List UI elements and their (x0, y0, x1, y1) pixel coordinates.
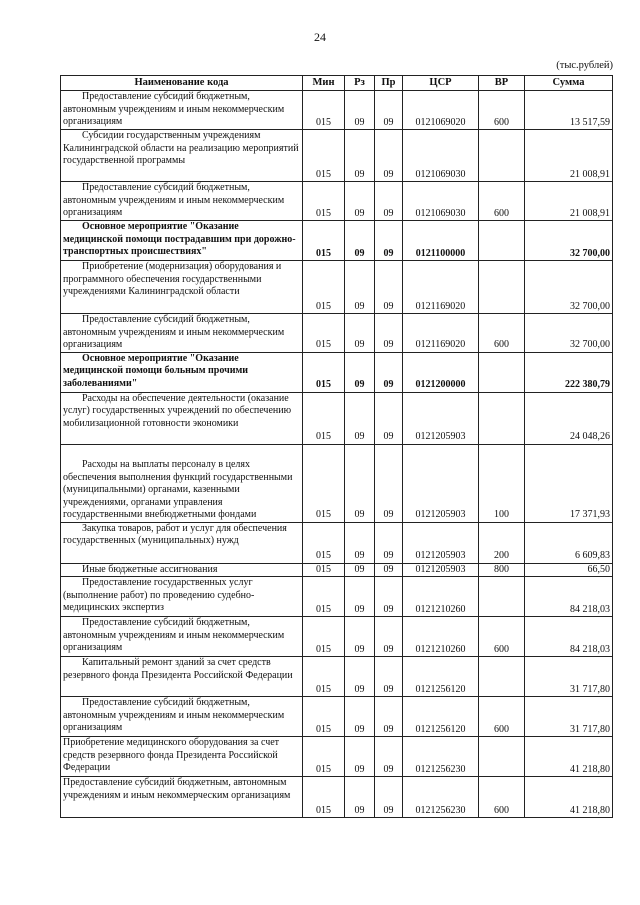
row-sum: 24 048,26 (525, 392, 613, 444)
table-row (61, 777, 613, 818)
row-rz: 09 (345, 91, 375, 130)
row-sum: 41 218,80 (525, 737, 613, 777)
row-min: 015 (303, 577, 345, 617)
row-pr: 09 (375, 130, 403, 182)
row-min: 015 (303, 777, 345, 818)
row-min: 015 (303, 91, 345, 130)
row-vr (479, 352, 525, 392)
row-name: Предоставление субсидий бюджетным, автономным учреждениям и иным некоммерческим организациям (61, 182, 303, 221)
row-vr (479, 130, 525, 182)
row-min: 015 (303, 261, 345, 314)
row-pr: 09 (375, 522, 403, 563)
row-rz: 09 (345, 182, 375, 221)
row-csr: 0121256120 (403, 657, 479, 697)
table-row (61, 130, 613, 182)
row-vr: 600 (479, 777, 525, 818)
row-min: 015 (303, 657, 345, 697)
row-pr: 09 (375, 221, 403, 261)
row-name: Предоставление субсидий бюджетным, автономным учреждениям и иным некоммерческим организациям (61, 617, 303, 657)
row-pr: 09 (375, 261, 403, 314)
row-min: 015 (303, 697, 345, 737)
row-name: Капитальный ремонт зданий за счет средств резервного фонда Президента Российской Федерации (61, 657, 303, 697)
row-csr: 0121205903 (403, 392, 479, 444)
row-name: Приобретение (модернизация) оборудования и программного обеспечения государственными учреждениями Калининградской области (61, 261, 303, 314)
row-min: 015 (303, 182, 345, 221)
row-vr (479, 392, 525, 444)
row-pr: 09 (375, 697, 403, 737)
table-row (61, 577, 613, 617)
row-vr: 600 (479, 697, 525, 737)
row-sum: 32 700,00 (525, 314, 613, 353)
row-min: 015 (303, 392, 345, 444)
row-sum: 31 717,80 (525, 697, 613, 737)
row-pr: 09 (375, 314, 403, 353)
row-name: Расходы на обеспечение деятельности (оказание услуг) государственных учреждений по обеспечению мобилизационной готовности экономики (61, 392, 303, 444)
row-vr: 600 (479, 314, 525, 353)
row-min: 015 (303, 617, 345, 657)
row-name: Предоставление субсидий бюджетным, автономным учреждениям и иным некоммерческим организациям (61, 697, 303, 737)
row-pr: 09 (375, 777, 403, 818)
row-sum: 17 371,93 (525, 444, 613, 522)
row-rz: 09 (345, 657, 375, 697)
table-row (61, 444, 613, 522)
row-name: Предоставление государственных услуг (выполнение работ) по проведению судебно-медицинских экспертиз (61, 577, 303, 617)
row-vr: 600 (479, 617, 525, 657)
row-pr: 09 (375, 392, 403, 444)
row-sum: 21 008,91 (525, 130, 613, 182)
row-csr: 0121069020 (403, 91, 479, 130)
row-sum: 66,50 (525, 563, 613, 577)
row-pr: 09 (375, 91, 403, 130)
table-row-main-activity (61, 352, 613, 392)
row-sum: 21 008,91 (525, 182, 613, 221)
row-name: Предоставление субсидий бюджетным, автономным учреждениям и иным некоммерческим организациям (61, 314, 303, 353)
row-vr (479, 577, 525, 617)
row-rz: 09 (345, 392, 375, 444)
row-rz: 09 (345, 130, 375, 182)
row-rz: 09 (345, 522, 375, 563)
row-csr: 0121169020 (403, 261, 479, 314)
row-csr: 0121210260 (403, 617, 479, 657)
row-rz: 09 (345, 221, 375, 261)
row-pr: 09 (375, 182, 403, 221)
table-row (61, 261, 613, 314)
row-name: Субсидии государственным учреждениям Калининградской области на реализацию мероприятий государственной программы (61, 130, 303, 182)
row-pr: 09 (375, 444, 403, 522)
table-row (61, 314, 613, 353)
table-row (61, 563, 613, 577)
table-row (61, 697, 613, 737)
row-sum: 6 609,83 (525, 522, 613, 563)
row-pr: 09 (375, 577, 403, 617)
table-header-row (61, 76, 613, 91)
row-csr: 0121069030 (403, 182, 479, 221)
row-rz: 09 (345, 314, 375, 353)
row-sum: 222 380,79 (525, 352, 613, 392)
row-min: 015 (303, 221, 345, 261)
row-csr: 0121256230 (403, 777, 479, 818)
row-csr: 0121210260 (403, 577, 479, 617)
row-sum: 31 717,80 (525, 657, 613, 697)
table-row (61, 182, 613, 221)
row-sum: 13 517,59 (525, 91, 613, 130)
row-pr: 09 (375, 657, 403, 697)
row-csr: 0121100000 (403, 221, 479, 261)
row-min: 015 (303, 522, 345, 563)
row-name: Основное мероприятие "Оказание медицинской помощи больным прочими заболеваниями" (61, 352, 303, 392)
table-row (61, 617, 613, 657)
row-min: 015 (303, 130, 345, 182)
row-vr: 200 (479, 522, 525, 563)
row-min: 015 (303, 352, 345, 392)
row-rz: 09 (345, 697, 375, 737)
header-pr: Пр (375, 76, 403, 91)
row-vr (479, 261, 525, 314)
row-pr: 09 (375, 737, 403, 777)
row-sum: 32 700,00 (525, 261, 613, 314)
row-rz: 09 (345, 777, 375, 818)
row-csr: 0121256230 (403, 737, 479, 777)
row-vr (479, 657, 525, 697)
header-vr: ВР (479, 76, 525, 91)
row-min: 015 (303, 737, 345, 777)
header-min: Мин (303, 76, 345, 91)
row-name: Расходы на выплаты персоналу в целях обеспечения выполнения функций государственными (муниципальными) органами, казенными учреждениями, органами управления государственными внебюджетными фондами (61, 444, 303, 522)
row-csr: 0121169020 (403, 314, 479, 353)
row-vr (479, 737, 525, 777)
row-pr: 09 (375, 352, 403, 392)
row-name: Приобретение медицинского оборудования за счет средств резервного фонда Президента Российской Федерации (61, 737, 303, 777)
row-sum: 32 700,00 (525, 221, 613, 261)
table-row (61, 522, 613, 563)
row-name: Закупка товаров, работ и услуг для обеспечения государственных (муниципальных) нужд (61, 522, 303, 563)
row-vr: 600 (479, 182, 525, 221)
row-vr (479, 221, 525, 261)
units-label: (тыс.рублей) (556, 60, 613, 71)
header-sum: Сумма (525, 76, 613, 91)
row-rz: 09 (345, 352, 375, 392)
row-sum: 84 218,03 (525, 617, 613, 657)
row-name: Основное мероприятие "Оказание медицинской помощи пострадавшим при дорожно-транспортных происшествиях" (61, 221, 303, 261)
row-vr: 100 (479, 444, 525, 522)
table-row (61, 737, 613, 777)
row-rz: 09 (345, 563, 375, 577)
table-row-main-activity (61, 221, 613, 261)
header-name: Наименование кода (61, 76, 303, 91)
row-rz: 09 (345, 617, 375, 657)
header-rz: Рз (345, 76, 375, 91)
row-csr: 0121205903 (403, 563, 479, 577)
row-rz: 09 (345, 577, 375, 617)
page-number: 24 (314, 30, 326, 44)
row-pr: 09 (375, 563, 403, 577)
table-row (61, 91, 613, 130)
row-name: Предоставление субсидий бюджетным, автономным учреждениям и иным некоммерческим организациям (61, 91, 303, 130)
row-sum: 84 218,03 (525, 577, 613, 617)
row-rz: 09 (345, 261, 375, 314)
table-row (61, 657, 613, 697)
row-name: Предоставление субсидий бюджетным, автономным учреждениям и иным некоммерческим организациям (61, 777, 303, 818)
header-csr: ЦСР (403, 76, 479, 91)
row-csr: 0121256120 (403, 697, 479, 737)
row-rz: 09 (345, 444, 375, 522)
row-vr: 800 (479, 563, 525, 577)
row-csr: 0121205903 (403, 522, 479, 563)
row-vr: 600 (479, 91, 525, 130)
row-csr: 0121069030 (403, 130, 479, 182)
row-csr: 0121200000 (403, 352, 479, 392)
budget-table (60, 75, 613, 818)
row-pr: 09 (375, 617, 403, 657)
row-csr: 0121205903 (403, 444, 479, 522)
row-min: 015 (303, 314, 345, 353)
row-min: 015 (303, 563, 345, 577)
row-sum: 41 218,80 (525, 777, 613, 818)
row-name: Иные бюджетные ассигнования (61, 563, 303, 577)
row-rz: 09 (345, 737, 375, 777)
table-row (61, 392, 613, 444)
row-min: 015 (303, 444, 345, 522)
